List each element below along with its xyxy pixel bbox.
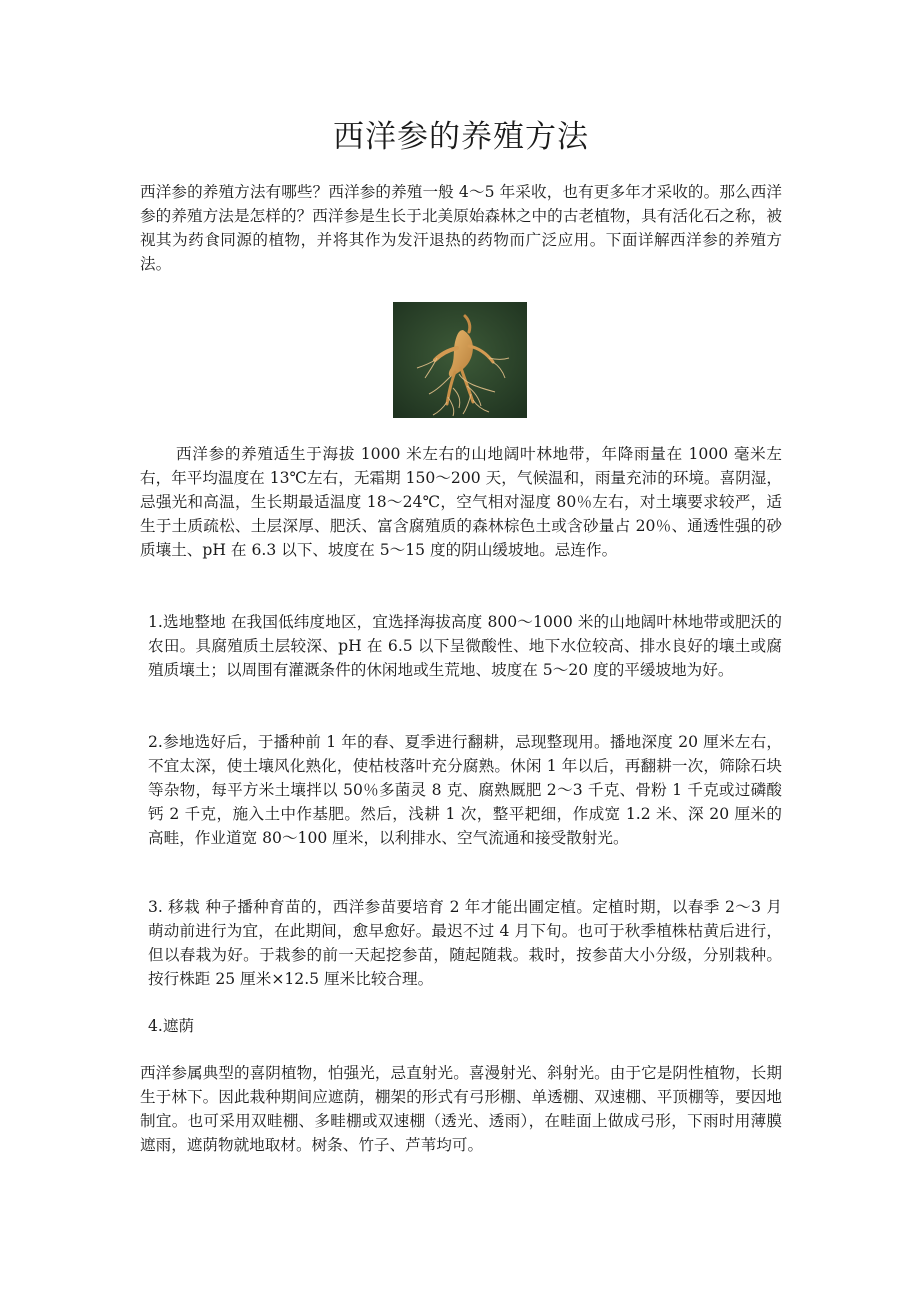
section-2-paragraph: 2.参地选好后，于播种前 1 年的春、夏季进行翻耕，忌现整现用。播地深度 20 厘米左右，不宜太深，使土壤风化熟化，使枯枝落叶充分腐熟。休闲 1 年以后，再翻耕一次，筛除石块等杂物，每平方米土壤拌以 50％多菌灵 8 克、腐熟厩肥 2～3 千克、骨粉 1 千克或过磷酸钙 2 千克，施入土中作基肥。然后，浅耕 1 次，整平耙细，作成宽 1.2 米、深 20 厘米的高畦，作业道宽 80～100 厘米，以利排水、空气流通和接受散射光。 [148, 733, 782, 847]
ginseng-root-image [393, 302, 527, 418]
section-4-paragraph: 西洋参属典型的喜阴植物，怕强光，忌直射光。喜漫射光、斜射光。由于它是阴性植物，长期生于林下。因此栽种期间应遮荫，棚架的形式有弓形棚、单透棚、双速棚、平顶棚等，要因地制宜。也可采用双畦棚、多畦棚或双速棚（透光、透雨），在畦面上做成弓形，下雨时用薄膜遮雨，遮荫物就地取材。树条、竹子、芦苇均可。 [140, 1064, 782, 1154]
document-title: 西洋参的养殖方法 [333, 119, 589, 155]
ginseng-photo [393, 302, 527, 418]
section-1-paragraph: 1.选地整地 在我国低纬度地区，宜选择海拔高度 800～1000 米的山地阔叶林地带或肥沃的农田。具腐殖质土层较深、pH 在 6.5 以下呈微酸性、地下水位较高、排水良好的壤土或腐殖质壤土；以周围有灌溉条件的休闲地或生荒地、坡度在 5～20 度的平缓坡地为好。 [148, 613, 782, 679]
intro-paragraph: 西洋参的养殖方法有哪些？西洋参的养殖一般 4～5 年采收，也有更多年才采收的。那么西洋参的养殖方法是怎样的？西洋参是生长于北美原始森林之中的古老植物，具有活化石之称，被视其为药食同源的植物，并将其作为发汗退热的药物而广泛应用。下面详解西洋参的养殖方法。 [140, 183, 782, 273]
section-3-paragraph: 3. 移栽 种子播种育苗的，西洋参苗要培育 2 年才能出圃定植。定植时期，以春季 2～3 月萌动前进行为宜，在此期间，愈早愈好。最迟不过 4 月下旬。也可于秋季植株枯黄后进行，但以春栽为好。于栽参的前一天起挖参苗，随起随栽。栽时，按参苗大小分级，分别栽种。按行株距 25 厘米×12.5 厘米比较合理。 [148, 898, 782, 988]
environment-paragraph: 西洋参的养殖适生于海拔 1000 米左右的山地阔叶林地带，年降雨量在 1000 毫米左右，年平均温度在 13℃左右，无霜期 150～200 天，气候温和，雨量充沛的环境。喜阴湿，忌强光和高温，生长期最适温度 18～24℃，空气相对湿度 80％左右，对土壤要求较严，适生于土质疏松、土层深厚、肥沃、富含腐殖质的森林棕色土或含砂量占 20％、通透性强的砂质壤土、pH 在 6.3 以下、坡度在 5～15 度的阴山缓坡地。忌连作。 [140, 445, 782, 559]
section-4-heading: 4.遮荫 [148, 1017, 195, 1035]
